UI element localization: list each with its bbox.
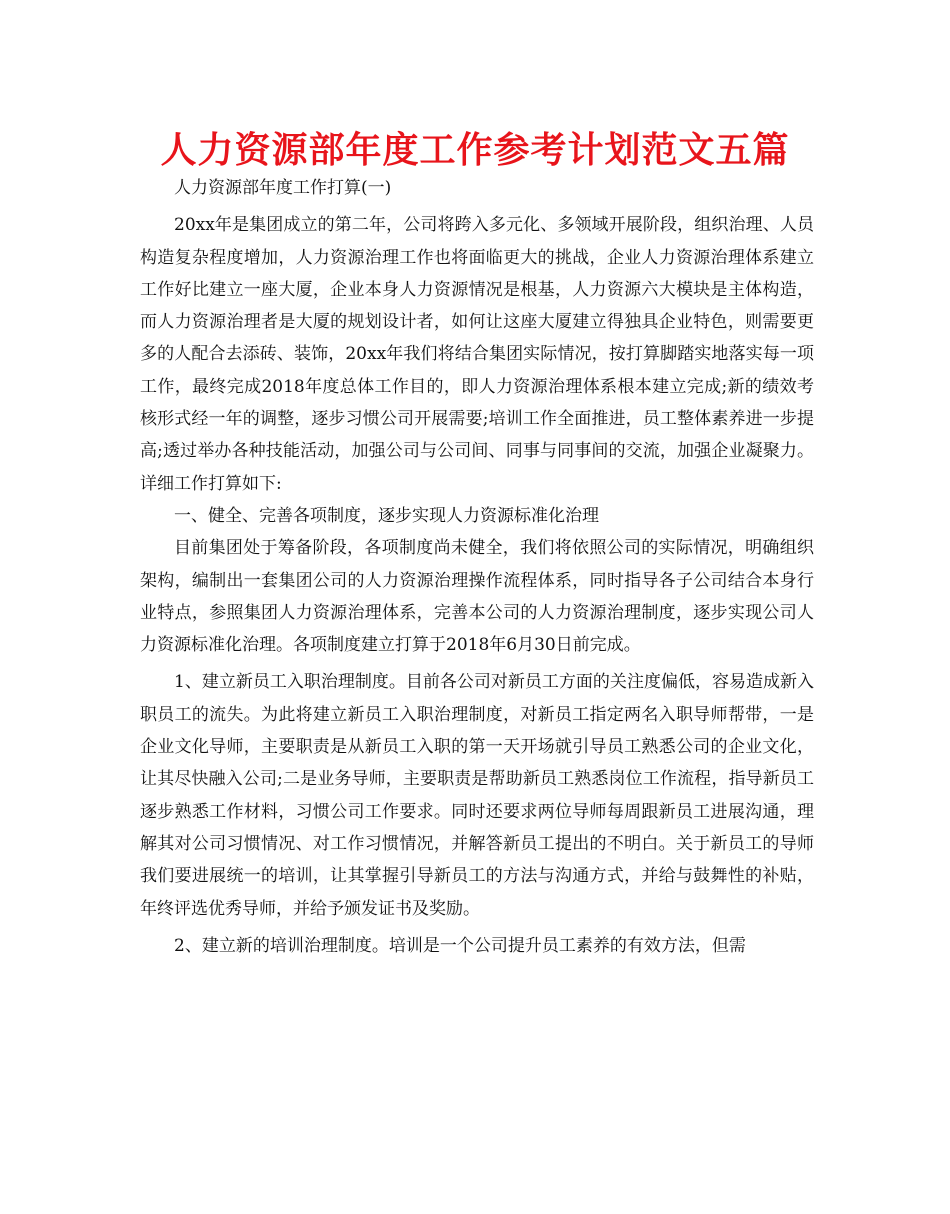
section-heading-1: 一、健全、完善各项制度，逐步实现人力资源标准化治理 — [174, 505, 599, 526]
section-1-paragraph: 目前集团处于筹备阶段，各项制度尚未健全，我们将依照公司的实际情况，明确组织架构，编制出一套集团公司的人力资源治理操作流程体系，同时指导各子公司结合本身行业特点，参照集团人力资源治理体系，完善本公司的人力资源治理制度，逐步实现公司人力资源标准化治理。各项制度建立打算于2018年6月30日前完成。 — [140, 538, 814, 656]
subtitle-paragraph: 人力资源部年度工作打算(一) — [174, 178, 392, 198]
item-2-paragraph: 2、建立新的培训治理制度。培训是一个公司提升员工素养的有效方法，但需 — [174, 935, 746, 956]
item-1-paragraph: 1、建立新员工入职治理制度。目前各公司对新员工方面的关注度偏低，容易造成新入职员工的流失。为此将建立新员工入职治理制度，对新员工指定两名入职导师帮带，一是企业文化导师，主要职责是从新员工入职的第一天开场就引导员工熟悉公司的企业文化，让其尽快融入公司;二是业务导师，主要职责是帮助新员工熟悉岗位工作流程，指导新员工逐步熟悉工作材料，习惯公司工作要求。同时还要求两位导师每周跟新员工进展沟通，理解其对公司习惯情况、对工作习惯情况，并解答新员工提出的不明白。关于新员工的导师我们要进展统一的培训，让其掌握引导新员工的方法与沟通方式，并给与鼓舞性的补贴，年终评选优秀导师，并给予颁发证书及奖励。 — [140, 672, 814, 919]
document-body — [140, 172, 814, 962]
document-title: 人力资源部年度工作参考计划范文五篇 — [160, 130, 790, 171]
intro-paragraph: 20xx年是集团成立的第二年，公司将跨入多元化、多领域开展阶段，组织治理、人员构造复杂程度增加，人力资源治理工作也将面临更大的挑战，企业人力资源治理体系建立工作好比建立一座大厦，企业本身人力资源情况是根基，人力资源六大模块是主体构造，而人力资源治理者是大厦的规划设计者，如何让这座大厦建立得独具企业特色，则需要更多的人配合去添砖、装饰，20xx年我们将结合集团实际情况，按打算脚踏实地落实每一项工作，最终完成2018年度总体工作目的，即人力资源治理体系根本建立完成;新的绩效考核形式经一年的调整，逐步习惯公司开展需要;培训工作全面推进，员工整体素养进一步提高;透过举办各种技能活动，加强公司与公司间、同事与同事间的交流，加强企业凝聚力。详细工作打算如下: — [140, 215, 814, 494]
